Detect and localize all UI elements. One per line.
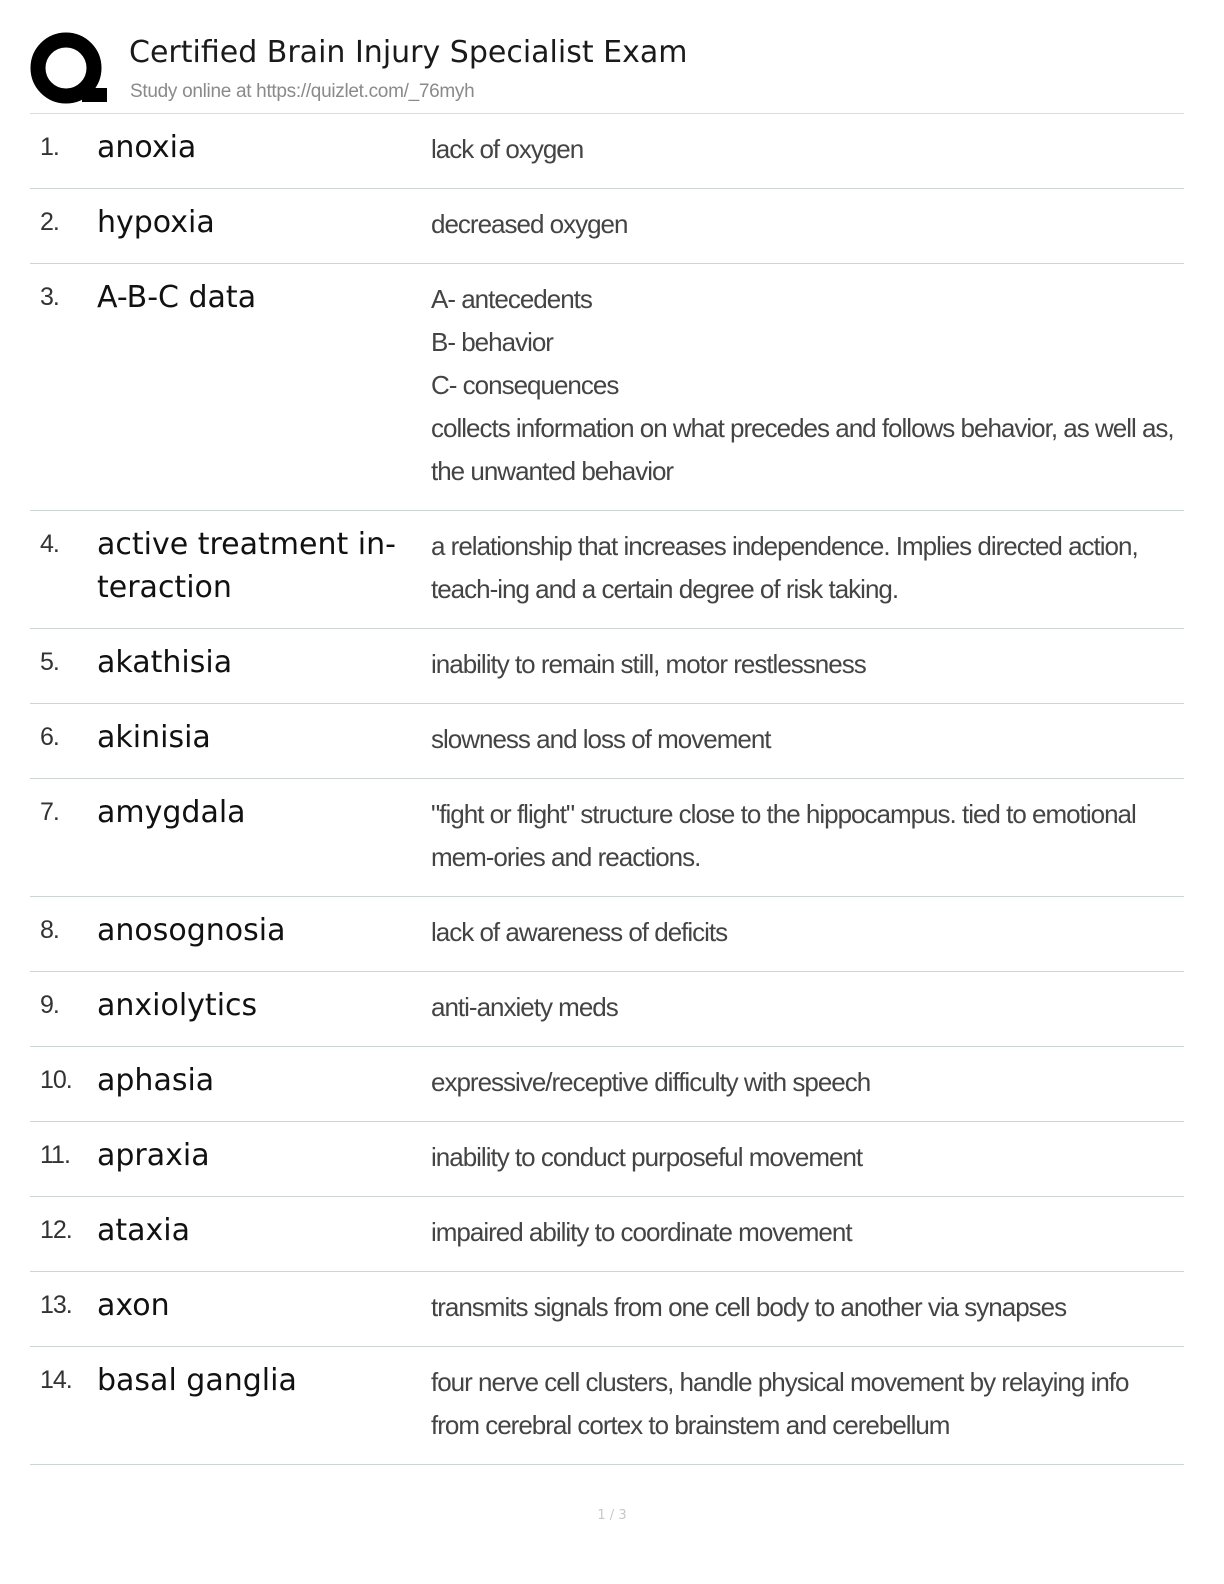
card-term: anxiolytics	[97, 988, 258, 1023]
card-definition: anti-anxiety meds	[431, 992, 618, 1022]
card-term: akinisia	[97, 720, 211, 755]
card-number: 1.	[40, 133, 59, 161]
quizlet-q-logo-icon	[30, 30, 108, 108]
card-row	[30, 1122, 1184, 1197]
card-number: 12.	[40, 1216, 72, 1244]
card-definition: inability to remain still, motor restlessness	[431, 649, 866, 679]
page-header	[30, 28, 1184, 112]
card-number: 8.	[40, 916, 59, 944]
card-number: 9.	[40, 991, 59, 1019]
card-row	[30, 1347, 1184, 1465]
card-row	[30, 511, 1184, 629]
card-row	[30, 897, 1184, 972]
card-number: 5.	[40, 648, 59, 676]
study-url-text: Study online at https://quizlet.com/_76myh	[130, 81, 475, 102]
card-row	[30, 779, 1184, 897]
card-definition: decreased oxygen	[431, 209, 628, 239]
card-row	[30, 189, 1184, 264]
card-term: axon	[97, 1288, 170, 1323]
card-number: 2.	[40, 208, 59, 236]
card-definition: impaired ability to coordinate movement	[431, 1217, 852, 1247]
card-number: 13.	[40, 1291, 72, 1319]
card-term: aphasia	[97, 1063, 215, 1098]
page-number: 1 / 3	[597, 1508, 627, 1523]
card-definition: inability to conduct purposeful movement	[431, 1142, 863, 1172]
card-number: 10.	[40, 1066, 72, 1094]
card-definition: four nerve cell clusters, handle physical movement by relaying info from cerebral cortex to brainstem and cerebellum	[431, 1367, 1129, 1440]
card-number: 4.	[40, 530, 59, 558]
card-term: anoxia	[97, 130, 197, 165]
card-term: active treatment in-teraction	[97, 527, 396, 605]
card-definition: a relationship that increases independence. Implies directed action, teach-ing and a certain degree of risk taking.	[431, 531, 1138, 604]
card-term: akathisia	[97, 645, 233, 680]
card-row	[30, 629, 1184, 704]
flashcard-list	[30, 114, 1184, 1465]
card-term: anosognosia	[97, 913, 286, 948]
page-title: Certified Brain Injury Specialist Exam	[129, 35, 688, 70]
card-row	[30, 972, 1184, 1047]
card-term: hypoxia	[97, 205, 215, 240]
card-definition: "fight or flight" structure close to the hippocampus. tied to emotional mem-ories and reactions.	[431, 799, 1136, 872]
card-definition: A- antecedents B- behavior C- consequences collects information on what precedes and follows behavior, as well as, the unwanted behavior	[431, 284, 1174, 486]
card-term: basal ganglia	[97, 1363, 297, 1398]
card-number: 6.	[40, 723, 59, 751]
card-term: apraxia	[97, 1138, 210, 1173]
card-row	[30, 264, 1184, 511]
card-term: amygdala	[97, 795, 246, 830]
card-number: 11.	[40, 1141, 70, 1169]
card-definition: lack of oxygen	[431, 134, 584, 164]
card-row	[30, 704, 1184, 779]
card-number: 14.	[40, 1366, 72, 1394]
card-term: A-B-C data	[97, 280, 257, 315]
card-number: 3.	[40, 283, 59, 311]
card-row	[30, 1272, 1184, 1347]
card-number: 7.	[40, 798, 59, 826]
card-definition: lack of awareness of deficits	[431, 917, 728, 947]
card-row	[30, 1197, 1184, 1272]
card-row	[30, 114, 1184, 189]
card-definition: slowness and loss of movement	[431, 724, 771, 754]
card-definition: transmits signals from one cell body to another via synapses	[431, 1292, 1067, 1322]
card-definition: expressive/receptive difficulty with speech	[431, 1067, 871, 1097]
card-term: ataxia	[97, 1213, 191, 1248]
card-row	[30, 1047, 1184, 1122]
